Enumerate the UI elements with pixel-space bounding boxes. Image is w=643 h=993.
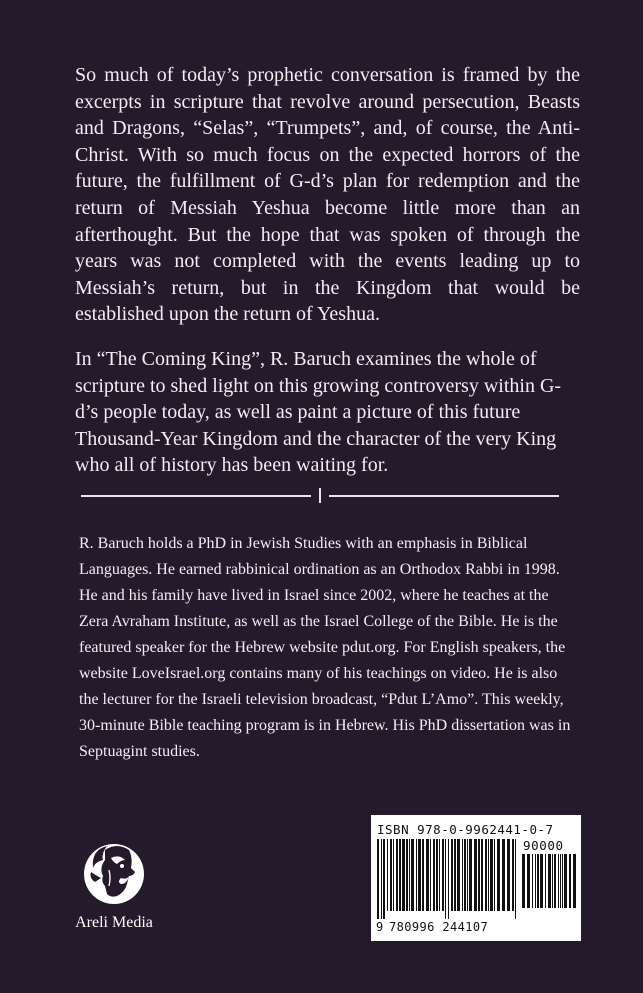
barcode-bar (381, 839, 382, 919)
barcode-bar (558, 854, 559, 908)
publisher-logo (66, 838, 162, 938)
barcode-bar (451, 839, 453, 911)
lion-head-icon (81, 838, 147, 908)
barcode-bar (433, 839, 435, 911)
barcode-bar (402, 839, 405, 911)
barcode-bar (411, 839, 414, 911)
barcode-bar (569, 854, 571, 908)
barcode-bar (494, 839, 495, 911)
barcode-bar (396, 839, 398, 911)
barcode-bar (532, 854, 533, 908)
author-bio: R. Baruch holds a PhD in Jewish Studies with an emphasis in Biblical Languages. He earned rabbinical ordination as an Orthodox Rabbi in 1998. He and his family have lived in Israel since 2002, where he teaches at the Zera Avraham Institute, as well as the Israel College of the Bible. He is the featured speaker for the Hebrew website pdut.org. For English speakers, the website LoveIsrael.org contains many of his teachings on video. He is also the lecturer for the Israeli television broadcast, “Pdut L’Amo”. This weekly, 30-minute Bible teaching program is in Hebrew. His PhD dissertation was in Septuagint studies. (79, 535, 571, 760)
barcode-bar (426, 839, 429, 911)
barcode-bar (474, 839, 477, 911)
barcode-bar (467, 839, 468, 911)
ean-barcode-bars (377, 839, 517, 919)
barcode-bar (390, 839, 392, 911)
barcode-bar (469, 839, 472, 911)
section-divider (81, 485, 559, 507)
barcode-bar (478, 839, 480, 911)
barcode-bar (540, 854, 543, 908)
barcode-bar (430, 839, 431, 911)
barcode-bar (418, 839, 421, 911)
barcode-bar (497, 839, 500, 911)
barcode-bar (512, 839, 514, 911)
barcode-bar (387, 839, 388, 911)
publisher-name: Areli Media (75, 914, 153, 931)
barcode-bar (562, 854, 563, 908)
barcode-bar (554, 854, 556, 908)
barcode-bar (442, 839, 444, 911)
barcode-bar (548, 854, 551, 908)
barcode-digits: 780996 244107 (389, 920, 489, 934)
barcode-lead-digit: 9 (376, 920, 384, 934)
divider-line-right (329, 495, 559, 497)
barcode-bar (406, 839, 408, 911)
barcode-bar (502, 839, 505, 911)
barcode-bar (445, 839, 446, 919)
barcode-bar (552, 854, 553, 908)
barcode-bar (393, 839, 394, 911)
barcode-bar (416, 839, 417, 911)
isbn-barcode (371, 815, 581, 941)
barcode-bar (448, 839, 449, 919)
barcode-bar (573, 854, 576, 908)
barcode-bar (377, 839, 379, 919)
barcode-bar (488, 839, 489, 911)
barcode-addon-price: 90000 (523, 838, 564, 853)
barcode-bar (560, 854, 561, 908)
barcode-bar (454, 839, 456, 911)
barcode-bar (527, 854, 530, 908)
blurb-paragraph-2: In “The Coming King”, R. Baruch examines the whole of scripture to shed light on this growing controversy within G-d’s people today, as well as paint a picture of this future Thousand-Year Kingdom and the character of the very King who all of history has been waiting for. (75, 347, 562, 477)
blurb (75, 62, 580, 497)
barcode-bar (462, 839, 463, 911)
barcode-bar (409, 839, 410, 911)
barcode-bar (457, 839, 460, 911)
barcode-bar (537, 854, 539, 908)
barcode-bar (522, 854, 525, 908)
addon-barcode-bars (522, 854, 576, 919)
barcode-bar (515, 839, 516, 919)
barcode-bar (490, 839, 493, 911)
blurb-paragraph-1: So much of today’s prophetic conversation is framed by the excerpts in scripture that revolve around persecution, Beasts and Dragons, “Selas”, “Trumpets”, and, of course, the Anti-Christ. With so much focus on the expected horrors of the future, the fulfillment of G-d’s plan for redemption and the return of Messiah Yeshua become little more than an afterthought. But the hope that was spoken of through the years was not completed with the events leading up to Messiah’s return, but in the Kingdom that would be established upon the return of Yeshua. (75, 64, 580, 326)
barcode-bar (422, 839, 424, 911)
barcode-bar (464, 839, 466, 911)
barcode-bar (399, 839, 401, 911)
divider-tick (319, 488, 321, 503)
barcode-bar (436, 839, 438, 911)
divider-line-left (81, 495, 311, 497)
barcode-bar (481, 839, 483, 911)
barcode-bar (535, 854, 536, 908)
barcode-bar (383, 839, 385, 919)
barcode-bar (485, 839, 487, 911)
barcode-bar (507, 839, 510, 911)
barcode-bar (564, 854, 567, 908)
barcode-bar (545, 854, 546, 908)
barcode-bar (439, 839, 440, 911)
isbn-label: ISBN 978-0-9962441-0-7 (377, 822, 554, 837)
